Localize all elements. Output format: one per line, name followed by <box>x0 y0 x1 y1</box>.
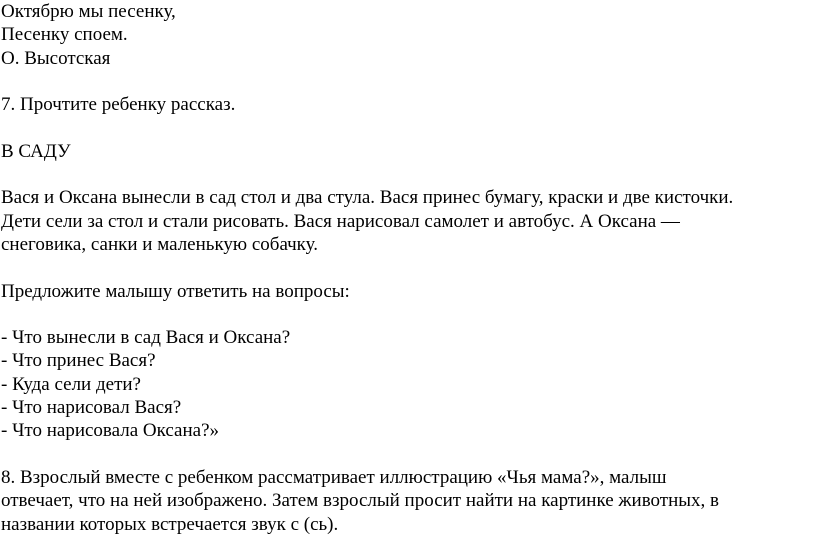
question-item: - Что вынесли в сад Вася и Оксана? <box>1 327 291 349</box>
document-page <box>1 0 816 536</box>
task-8-line-1: 8. Взрослый вместе с ребенком рассматривает иллюстрацию «Чья мама?», малыш <box>1 466 667 488</box>
spacer <box>1 256 816 279</box>
spacer <box>1 443 816 466</box>
question-item: - Что нарисовал Вася? <box>1 397 182 419</box>
question-item: - Что нарисовала Оксана?» <box>1 420 220 442</box>
spacer <box>1 116 816 139</box>
questions-intro: Предложите малышу ответить на вопросы: <box>1 280 350 302</box>
poem-line-2: Песенку споем. <box>1 24 128 46</box>
spacer <box>1 303 816 326</box>
story-line-1: Вася и Оксана вынесли в сад стол и два стула. Вася принес бумагу, краски и две кисточки. <box>1 187 734 209</box>
poem-line-1: Октябрю мы песенку, <box>1 1 176 22</box>
task-8-line-3: названии которых встречается звук с (сь). <box>1 513 339 535</box>
spacer <box>1 70 816 93</box>
story-line-2: Дети сели за стол и стали рисовать. Вася нарисовал самолет и автобус. А Оксана — <box>1 210 680 232</box>
task-8-line-2: отвечает, что на ней изображено. Затем взрослый просит найти на картинке животных, в <box>1 490 719 512</box>
question-item: - Куда сели дети? <box>1 373 141 395</box>
task-7-heading: 7. Прочтите ребенку рассказ. <box>1 94 236 116</box>
spacer <box>1 163 816 186</box>
story-title: В САДУ <box>1 140 71 162</box>
poem-author: О. Высотская <box>1 47 111 69</box>
question-item: - Что принес Вася? <box>1 350 156 372</box>
story-line-3: снеговика, санки и маленькую собачку. <box>1 233 318 255</box>
